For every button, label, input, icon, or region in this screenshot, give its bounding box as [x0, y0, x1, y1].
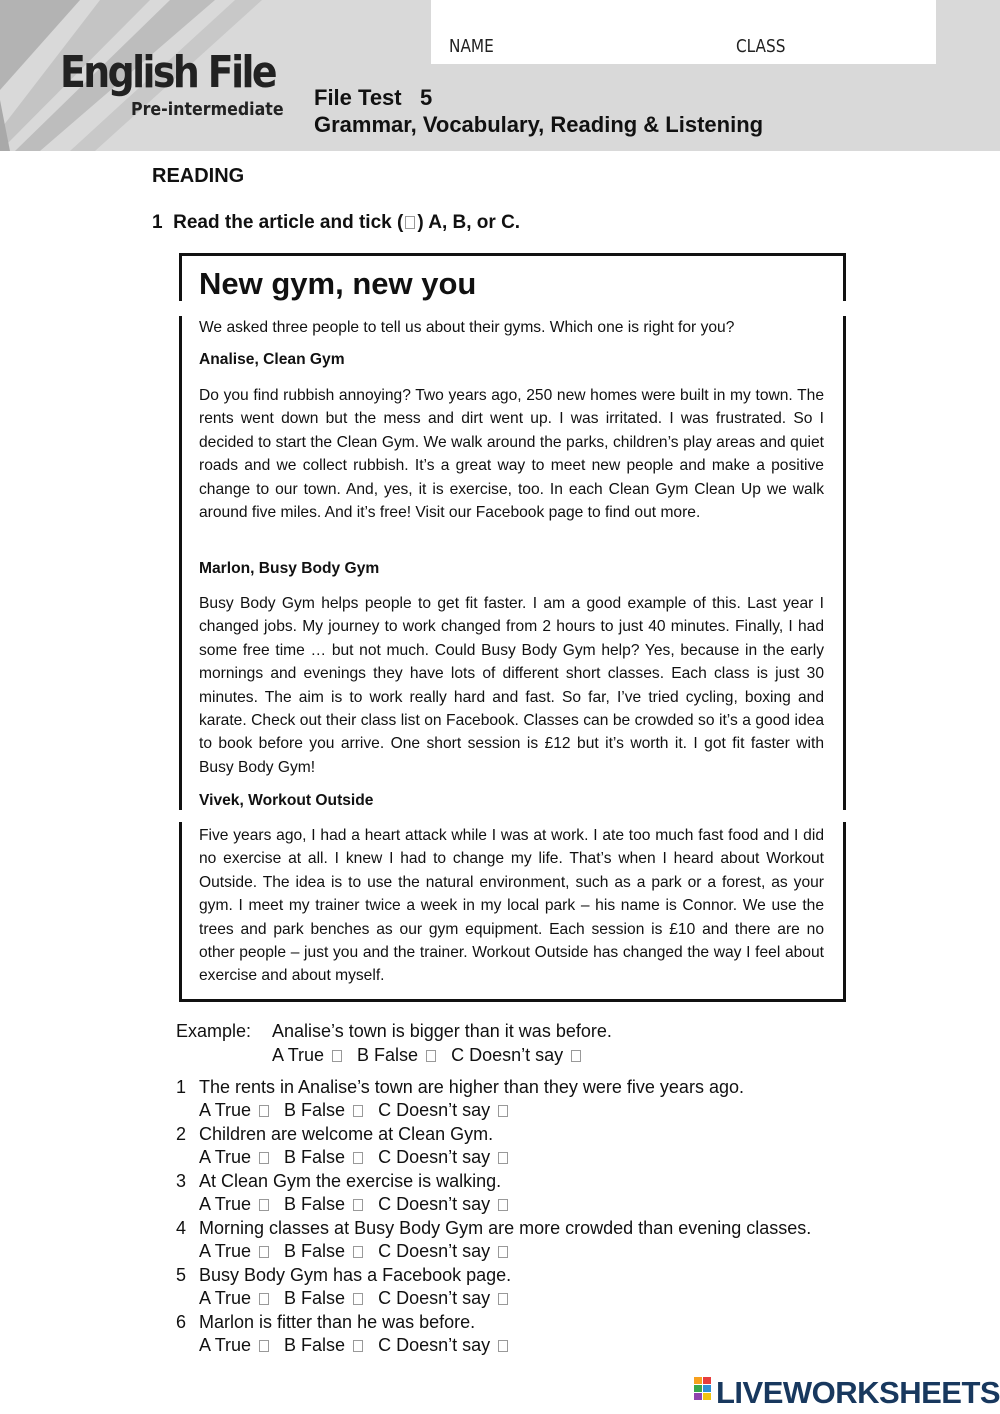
question-options: A True B False C Doesn’t say	[199, 1100, 518, 1121]
tick-box-icon	[405, 216, 415, 229]
paragraph-marlon: Busy Body Gym helps people to get fit faster. I am a good example of this. Last year I changed jobs. My journey to work changed from 2 hours to just 40 minutes. Finally, I had some free time … but not much. Could Busy Body Gym help? Yes, because in the early mornings and evenings they have lots of different short classes. Each class is just 30 minutes. The aim is to work really hard and fast. So far, I’ve tried cycling, boxing and karate. Check out their class list on Facebook. Classes can be crowded so it’s a good idea to book before you arrive. One short session is £12 but it’s worth it. I got fit faster with Busy Body Gym!	[199, 595, 824, 776]
checkbox-a[interactable]	[259, 1246, 269, 1258]
question-statement: At Clean Gym the exercise is walking.	[199, 1171, 502, 1191]
article-title: New gym, new you	[199, 266, 477, 301]
question-options: A True B False C Doesn’t say	[199, 1194, 518, 1215]
checkbox-c[interactable]	[498, 1340, 508, 1352]
checkbox-c[interactable]	[498, 1246, 508, 1258]
checkbox-b[interactable]	[353, 1340, 363, 1352]
liveworksheets-brand[interactable]: LIVEWORKSHEETS	[716, 1375, 1000, 1410]
test-title: File Test 5	[314, 85, 433, 110]
task-number: 1	[152, 212, 163, 233]
checkbox-b[interactable]	[353, 1199, 363, 1211]
name-label: NAME	[449, 36, 494, 57]
checkbox-a[interactable]	[259, 1293, 269, 1305]
checkbox-c[interactable]	[498, 1199, 508, 1211]
question-number: 2	[176, 1124, 187, 1144]
logo-title: English File	[60, 47, 275, 98]
checkbox-b[interactable]	[353, 1105, 363, 1117]
question-options: A True B False C Doesn’t say	[199, 1147, 518, 1168]
example-label: Example:	[176, 1021, 252, 1041]
example-checkbox-c[interactable]	[571, 1050, 581, 1062]
option-a: A True	[272, 1045, 325, 1065]
section-heading-analise: Analise, Clean Gym	[199, 351, 345, 368]
question-options: A True B False C Doesn’t say	[199, 1288, 518, 1309]
task-instruction: 1 Read the article and tick ( ) A, B, or C.	[152, 212, 521, 233]
checkbox-c[interactable]	[498, 1152, 508, 1164]
test-subtitle: Grammar, Vocabulary, Reading & Listening	[314, 112, 764, 137]
checkbox-c[interactable]	[498, 1293, 508, 1305]
example-checkbox-a[interactable]	[332, 1050, 342, 1062]
option-c: C Doesn’t say	[451, 1045, 564, 1065]
question-number: 6	[176, 1312, 187, 1332]
question-statement: Morning classes at Busy Body Gym are more crowded than evening classes.	[199, 1218, 812, 1238]
question-number: 4	[176, 1218, 187, 1238]
question-statement: Marlon is fitter than he was before.	[199, 1312, 476, 1332]
question-options: A True B False C Doesn’t say	[199, 1241, 518, 1262]
section-heading-vivek: Vivek, Workout Outside	[199, 792, 374, 809]
checkbox-b[interactable]	[353, 1246, 363, 1258]
liveworksheets-logo-icon	[694, 1377, 712, 1401]
question-statement: The rents in Analise’s town are higher than they were five years ago.	[199, 1077, 744, 1097]
section-title: READING	[152, 165, 245, 187]
checkbox-a[interactable]	[259, 1105, 269, 1117]
example-checkbox-b[interactable]	[426, 1050, 436, 1062]
option-b: B False	[357, 1045, 419, 1065]
paragraph-analise: Do you find rubbish annoying? Two years ago, 250 new homes were built in my town. The rents went down but the mess and dirt went up. I was irritated. I was frustrated. So I decided to start the Clean Gym. We walk around the parks, children’s play areas and quiet roads and we collect rubbish. It’s a great way to meet new people and make a positive change to our town. And, yes, it is exercise, too. In each Clean Gym Clean Up we walk around five miles. And it’s free! Visit our Facebook page to find out more.	[199, 387, 824, 522]
question-number: 5	[176, 1265, 187, 1285]
paragraph-vivek: Five years ago, I had a heart attack while I was at work. I ate too much fast food and I did no exercise at all. I knew I had to change my life. That’s when I heard about Workout Outside. The idea is to use the natural environment, such as a park or a forest, as your gym. I meet my trainer twice a week in my local park – his name is Connor. We use the trees and park benches as our gym equipment. Each session is £10 and there are no other people – just you and the trainer. Workout Outside has changed the way I feel about exercise and about myself.	[199, 827, 824, 985]
example-options	[272, 1045, 591, 1066]
checkbox-a[interactable]	[259, 1340, 269, 1352]
logo-subtitle: Pre-intermediate	[131, 99, 284, 120]
checkbox-a[interactable]	[259, 1199, 269, 1211]
question-number: 1	[176, 1077, 187, 1097]
class-label: CLASS	[736, 36, 786, 57]
question-number: 3	[176, 1171, 187, 1191]
checkbox-b[interactable]	[353, 1152, 363, 1164]
checkbox-b[interactable]	[353, 1293, 363, 1305]
question-options: A True B False C Doesn’t say	[199, 1335, 518, 1356]
question-statement: Children are welcome at Clean Gym.	[199, 1124, 494, 1144]
checkbox-c[interactable]	[498, 1105, 508, 1117]
example-statement: Analise’s town is bigger than it was before.	[272, 1021, 612, 1041]
checkbox-a[interactable]	[259, 1152, 269, 1164]
question-statement: Busy Body Gym has a Facebook page.	[199, 1265, 512, 1285]
section-heading-marlon: Marlon, Busy Body Gym	[199, 560, 380, 577]
name-class-box	[431, 0, 936, 64]
article-intro: We asked three people to tell us about their gyms. Which one is right for you?	[199, 319, 735, 336]
header-banner	[0, 0, 1000, 151]
